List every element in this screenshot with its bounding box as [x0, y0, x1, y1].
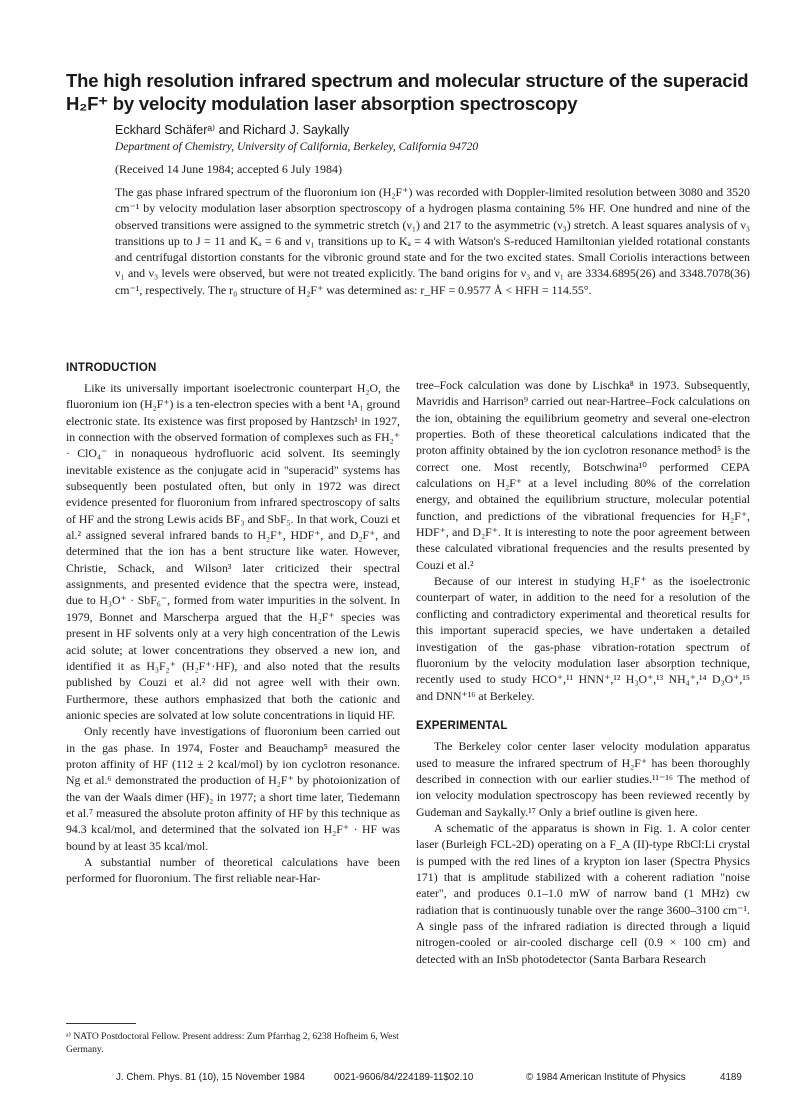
- intro-paragraph-2: Only recently have investigations of fluoronium been carried out in the gas phase. In 1974, Foster and Beauchamp⁵ measured the proton affinity of HF (112 ± 2 kcal/mol) by ion cyclotron resonance. Ng et al.⁶ demonstrated the production of H₂F⁺ by photoionization of the van der Waals dimer (HF)₂ in 1977; a short time later, Tiedemann et al.⁷ measured the absolute proton affinity of HF by this technique as 94.3 kcal/mol, and determined that the solvated ion H₂F⁺ · HF was bound by at least 35 kcal/mol.: [66, 724, 400, 853]
- introduction-heading: INTRODUCTION: [66, 362, 157, 374]
- intro-paragraph-5: Because of our interest in studying H₂F⁺ as the isoelectronic counterpart of water, in addition to the need for a resolution of the conflicting and contradictory experimental and theoretical results for this important superacid species, we have undertaken a detailed investigation of the gas-phase vibration-rotation spectrum of fluoronium by the velocity modulation laser absorption technique, recently used to study HCO⁺,¹¹ HNN⁺,¹² H₃O⁺,¹³ NH₄⁺,¹⁴ D₃O⁺,¹⁵ and DNN⁺¹⁶ at Berkeley.: [416, 574, 750, 703]
- footnote-divider: [66, 1023, 136, 1024]
- author-list: Eckhard Schäferᵃ⁾ and Richard J. Saykally: [115, 123, 350, 137]
- footer-journal: J. Chem. Phys. 81 (10), 15 November 1984: [116, 1072, 305, 1083]
- left-column: [66, 362, 400, 887]
- experimental-paragraph-1: The Berkeley color center laser velocity modulation apparatus used to measure the infrared spectrum of H₂F⁺ has been thoroughly described in connection with our earlier studies.¹¹⁻¹⁶ The method of ion velocity modulation spectroscopy has been reviewed recently by Gudeman and Saykally.¹⁷ Only a brief outline is given here.: [416, 739, 750, 819]
- right-column: [416, 377, 750, 967]
- footer-copyright: © 1984 American Institute of Physics: [526, 1072, 686, 1083]
- experimental-paragraph-2: A schematic of the apparatus is shown in Fig. 1. A color center laser (Burleigh FCL-2D) operating on a F_A (II)-type RbCl:Li crystal is pumped with the red lines of a krypton ion laser (Spectra Physics 171) that is amplitude stabilized with a coherent radiation "noise eater", and produces 0.1–1.0 mW of narrow band (1 MHz) cw radiation that is continuously tunable over the range 3600–3100 cm⁻¹. A single pass of the infrared radiation is directed through a liquid nitrogen-cooled or air-cooled discharge cell (0.9 × 100 cm) and detected with an InSb photodetector (Santa Barbara Research: [416, 820, 750, 966]
- intro-paragraph-4: tree–Fock calculation was done by Lischka⁸ in 1973. Subsequently, Mavridis and Harrison⁹ carried out near-Hartree–Fock calculations on the ion, obtaining the equilibrium geometry and several one-electron properties. Both of these theoretical calculations indicated that the proton affinity obtained by the ion cyclotron resonance method⁵ is the correct one. Most recently, Botschwina¹⁰ performed CEPA calculations on H₂F⁺ at a level including 80% of the correlation energy, and obtained the equilibrium structure, molecular potential function, and predictions of the vibrational frequencies for H₂F⁺, HDF⁺, and D₂F⁺. It is interesting to note the poor agreement between these calculated vibrational frequencies and the results presented by Couzi et al.²: [416, 378, 750, 572]
- intro-paragraph-3: A substantial number of theoretical calculations have been performed for fluoronium. The first reliable near-Har-: [66, 854, 400, 886]
- page-number: 4189: [720, 1072, 742, 1083]
- footnote: ᵃ⁾ NATO Postdoctoral Fellow. Present address: Zum Pfarrhag 2, 6238 Hofheim 6, West Germany.: [66, 1031, 399, 1055]
- footer-code: 0021-9606/84/224189-11$02.10: [334, 1072, 474, 1083]
- experimental-heading: EXPERIMENTAL: [416, 719, 508, 732]
- paper-title: The high resolution infrared spectrum and molecular structure of the superacid H₂F⁺ by velocity modulation laser absorption spectroscopy: [66, 70, 749, 114]
- affiliation: Department of Chemistry, University of California, Berkeley, California 94720: [115, 141, 479, 153]
- received-date: (Received 14 June 1984; accepted 6 July 1984): [115, 162, 342, 176]
- intro-paragraph-1: Like its universally important isoelectronic counterpart H₂O, the fluoronium ion (H₂F⁺) is a ten-electron species with a bent ¹A₁ ground electronic state. Its existence was first proposed by Hantzsch¹ in 1927, in connection with the observed formation of complexes such as FH₂⁺ · ClO₄⁻ in nonaqueous hydrofluoric acid solvent. Its seemingly inevitable existence as the conjugate acid in "superacid" systems has subsequently been postulated often, but only in 1972 was direct evidence presented for fluoronium from infrared spectroscopy of salts of HF and the strong Lewis acids BF₃ and SbF₅. In that work, Couzi et al.² assigned several infrared bands to H₂F⁺, HDF⁺, and D₂F⁺, and determined that the ion has a bent structure like water. However, Christie, Schack, and Wilson³ later criticized their spectral assignments, and presented evidence that the spectra were, instead, due to H₃O⁺ · SbF₆⁻, formed from water impurities in the solvent. In 1979, Bonnet and Marscherpa argued that the H₂F⁺ species was present in HF solvents only at a very high concentration of the Lewis acid solute; at lower concentrations they observed a new ion, and identified it as H₃F₂⁺ (H₂F⁺·HF), and also noted that the results published by Couzi et al.² did not agree well with their own. Furthermore, these authors emphasized that both the cationic and anionic species are solvated at low solute concentrations in liquid HF.: [66, 381, 400, 722]
- abstract: The gas phase infrared spectrum of the fluoronium ion (H₂F⁺) was recorded with Doppler-limited resolution between 3080 and 3520 cm⁻¹ by velocity modulation laser absorption spectroscopy of a hydrogen plasma containing 5% HF. One hundred and nine of the observed transitions were assigned to the symmetric stretch (ν₁) and 217 to the asymmetric (ν₃) stretch. A least squares analysis of ν₃ transitions up to J = 11 and Kₐ = 6 and ν₁ transitions up to Kₐ = 4 with Watson's S-reduced Hamiltonian yielded rotational constants and centrifugal distortion constants for the vibronic ground state and for the two excited states. Small Coriolis interactions between ν₁ and ν₃ levels were observed, but were not treated explicitly. The band origins for ν₃ and ν₁ are 3334.6895(26) and 3348.7078(36) cm⁻¹, respectively. The r₀ structure of H₂F⁺ was determined as: r_HF = 0.9577 Å < HFH = 114.55°.: [115, 185, 750, 297]
